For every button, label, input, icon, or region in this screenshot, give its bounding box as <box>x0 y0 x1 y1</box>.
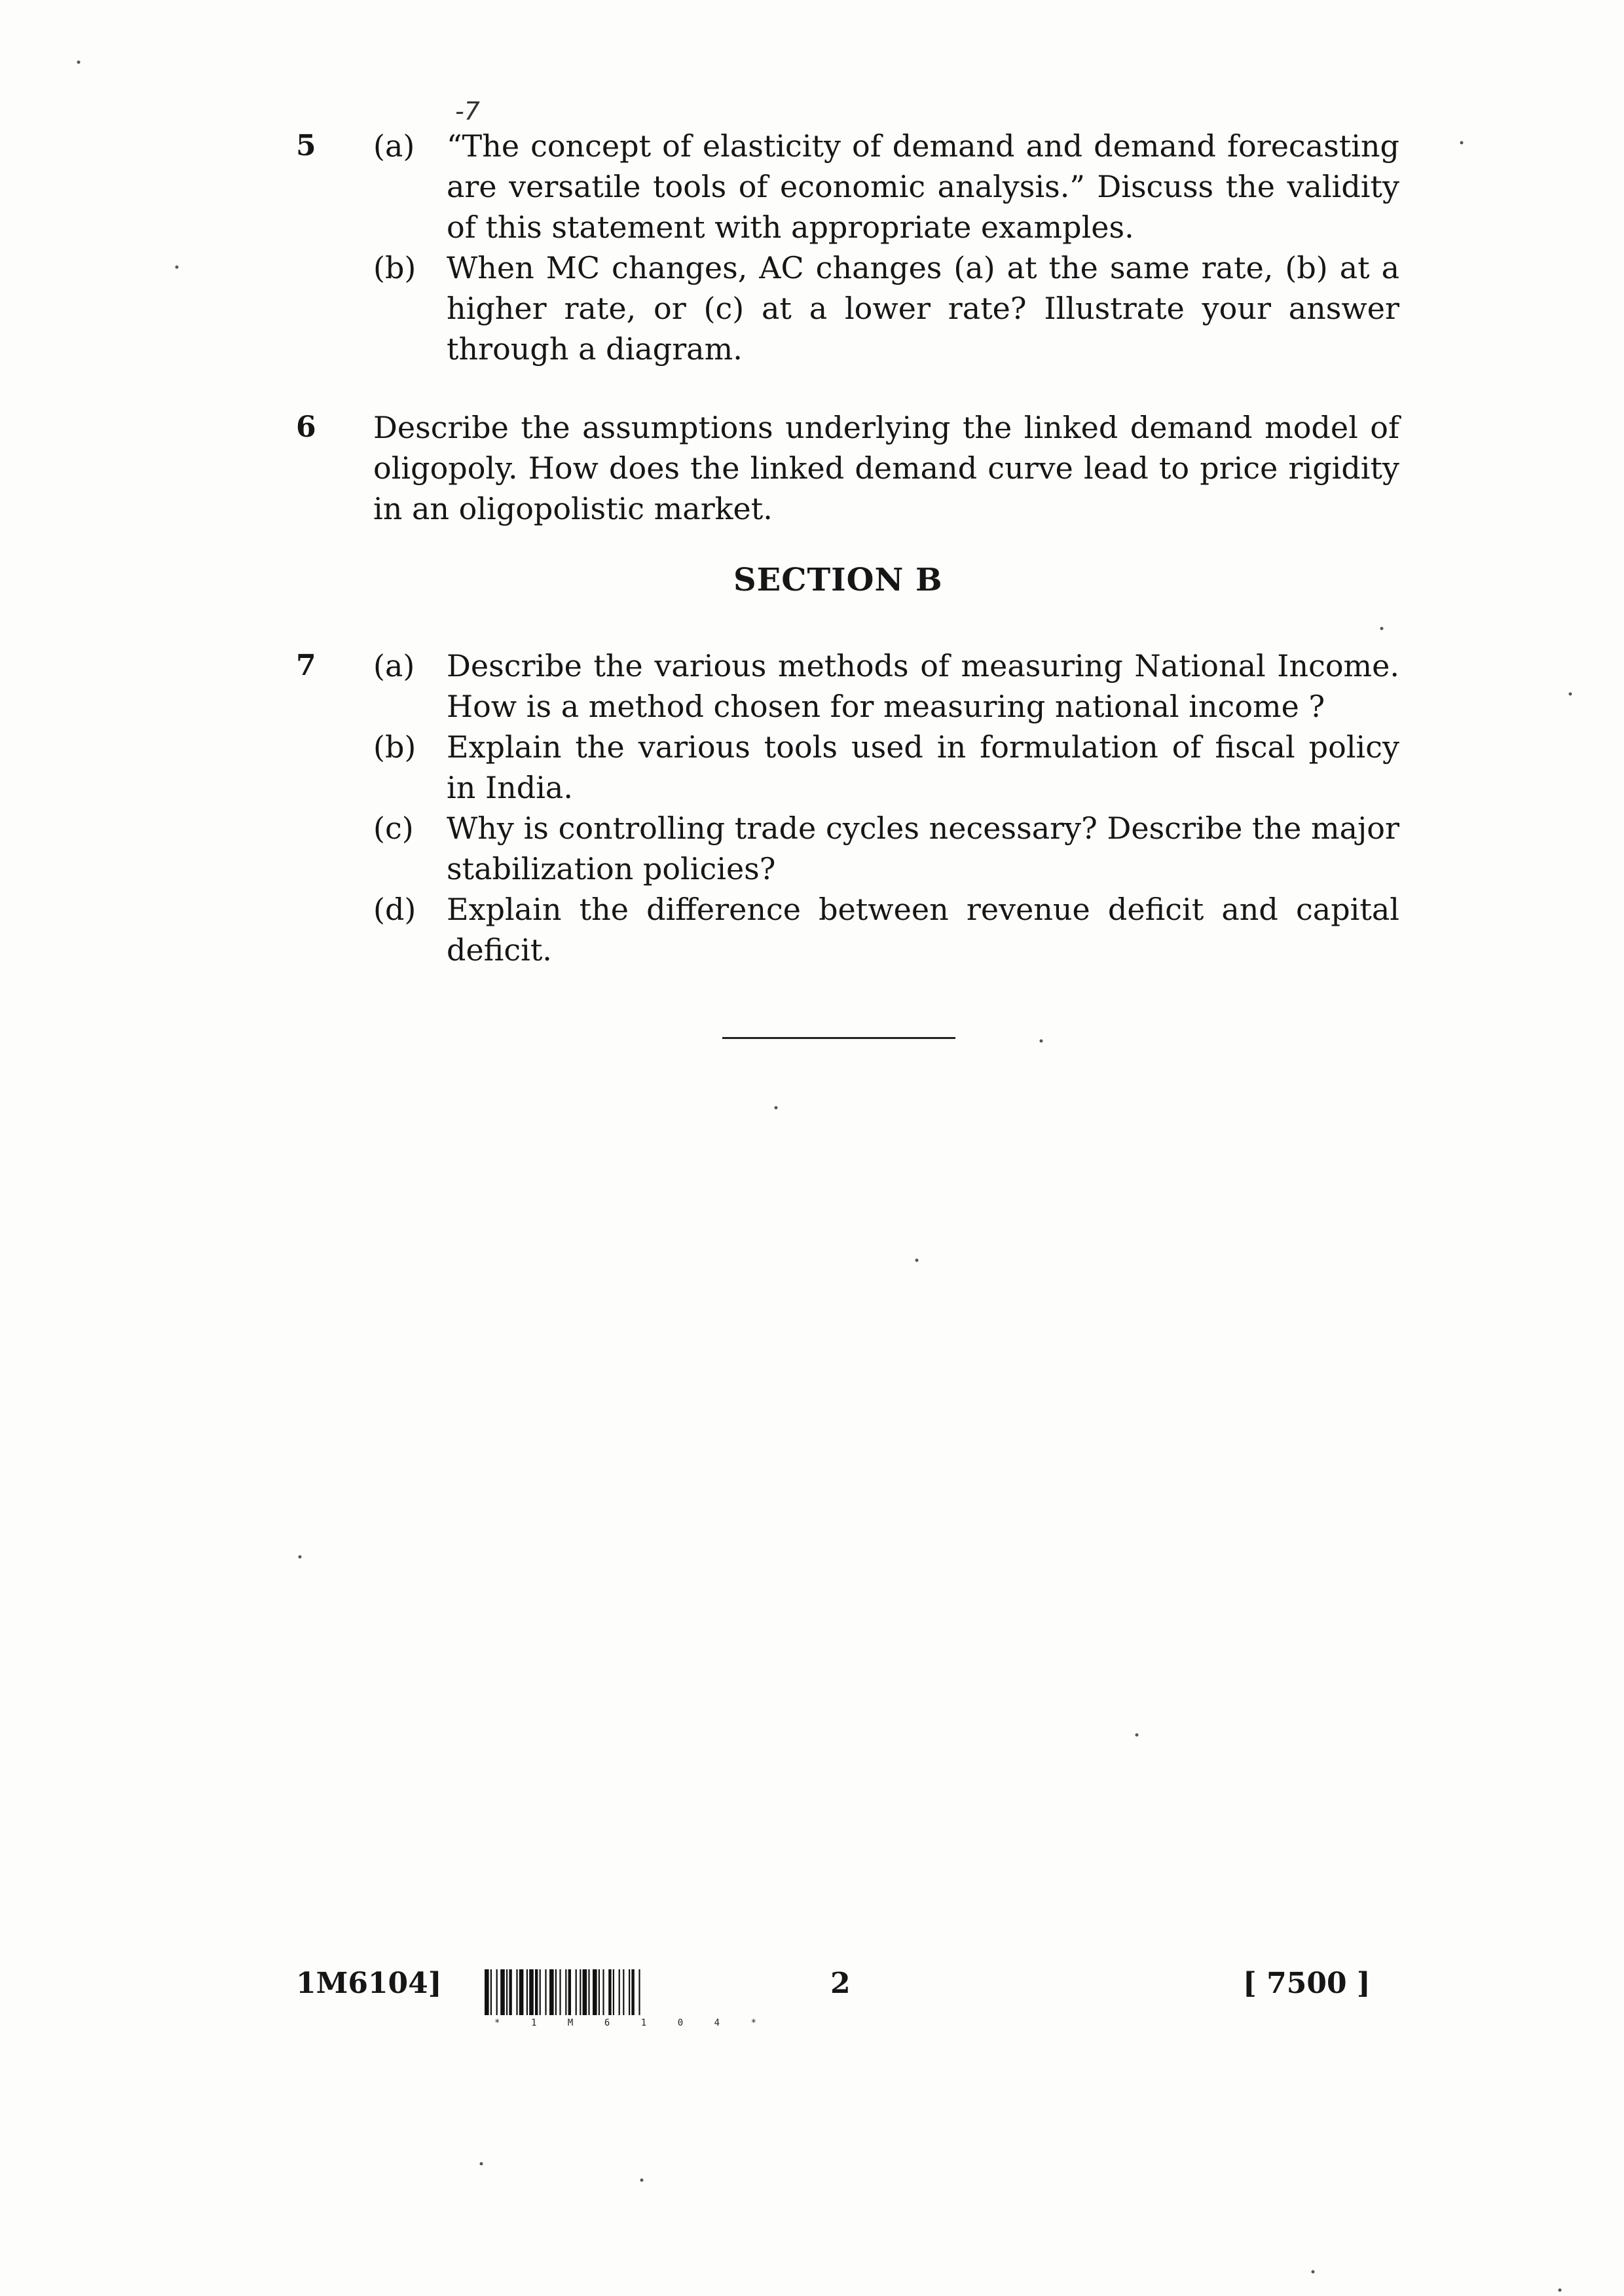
speck <box>915 1259 919 1262</box>
barcode-bar <box>549 1969 554 2015</box>
barcode-bar <box>608 1969 611 2015</box>
question-text: Describe the assumptions underlying the linked demand model of oligopoly. How does the linked demand curve lead to price rigidity in an oligopolistic market. <box>373 410 1399 526</box>
part-text: Describe the various methods of measuring National Income. How is a method chosen for measuring national income ? <box>447 648 1399 724</box>
barcode-bar <box>593 1969 597 2015</box>
part-text: “The concept of elasticity of demand and demand forecasting are versatile tools of economic analysis.” Discuss the validity of this statement with appropriate examples. <box>447 128 1399 245</box>
part-text: Why is controlling trade cycles necessary? Describe the major stabilization policies? <box>447 811 1399 886</box>
barcode-bar <box>629 1969 630 2015</box>
barcode-bar <box>535 1969 538 2015</box>
question-7-part-c <box>296 808 1399 889</box>
question-7-part-a <box>296 646 1399 727</box>
barcode-bar <box>509 1969 511 2015</box>
speck <box>1559 2289 1562 2292</box>
speck <box>77 61 81 64</box>
page-number: 2 <box>830 1967 851 2000</box>
question-number: 6 <box>296 410 316 444</box>
barcode-bar <box>619 1969 620 2015</box>
speck <box>175 266 179 269</box>
barcode-bar <box>565 1969 566 2015</box>
barcode-caption <box>494 2018 756 2028</box>
barcode-bar <box>602 1969 604 2015</box>
barcode-char: 0 <box>677 2018 684 2028</box>
barcode-bar <box>526 1969 528 2015</box>
barcode-char: * <box>750 2018 756 2028</box>
question-number: 7 <box>296 649 316 682</box>
speck <box>1135 1734 1139 1737</box>
paper-code: 1M6104] <box>296 1967 442 2000</box>
part-label: (b) <box>373 729 416 765</box>
part-label: (d) <box>373 892 416 927</box>
question-7-part-d <box>296 889 1399 970</box>
barcode-char: 6 <box>604 2018 610 2028</box>
barcode-bar <box>576 1969 577 2015</box>
speck <box>1312 2270 1315 2274</box>
barcode-bar <box>638 1969 640 2015</box>
barcode-bar <box>529 1969 534 2015</box>
barcode-bar <box>631 1969 634 2015</box>
speck <box>1380 627 1384 630</box>
part-label: (b) <box>373 250 416 285</box>
question-7 <box>296 646 1399 970</box>
barcode-bar <box>555 1969 557 2015</box>
barcode-bar <box>496 1969 498 2015</box>
barcode-bar <box>613 1969 614 2015</box>
barcode-bar <box>500 1969 505 2015</box>
barcode-bar <box>580 1969 581 2015</box>
barcode-bar <box>545 1969 546 2015</box>
part-label: (a) <box>373 128 415 164</box>
barcode-bar <box>485 1969 489 2015</box>
part-text: Explain the difference between revenue deficit and capital deficit. <box>447 892 1399 968</box>
speck <box>480 2162 483 2166</box>
barcode-char: 4 <box>714 2018 720 2028</box>
barcode-bar <box>559 1969 561 2015</box>
speck <box>299 1556 302 1559</box>
barcode-bar <box>599 1969 600 2015</box>
question-5-part-b <box>296 247 1399 369</box>
question-5-part-a <box>296 126 1399 247</box>
part-label: (a) <box>373 648 415 683</box>
question-number: 5 <box>296 129 316 162</box>
barcode-bar <box>568 1969 571 2015</box>
section-heading: SECTION B <box>733 562 943 598</box>
question-5 <box>296 126 1399 369</box>
barcode-bar <box>519 1969 524 2015</box>
handwritten-mark: -7 <box>455 97 480 126</box>
barcode-bar <box>516 1969 517 2015</box>
part-text: Explain the various tools used in formulation of fiscal policy in India. <box>447 729 1399 805</box>
speck <box>1460 141 1464 145</box>
barcode-char: 1 <box>530 2018 537 2028</box>
end-rule <box>722 1037 955 1039</box>
barcode-bar <box>506 1969 507 2015</box>
barcode-bar <box>540 1969 541 2015</box>
barcode-char: * <box>494 2018 500 2028</box>
barcode-char: M <box>567 2018 574 2028</box>
question-7-part-b <box>296 727 1399 808</box>
speck <box>1569 693 1572 696</box>
barcode-bar <box>588 1969 589 2015</box>
speck <box>775 1106 778 1110</box>
part-text: When MC changes, AC changes (a) at the same rate, (b) at a higher rate, or (c) at a lower rate? Illustrate your answer through a diagram. <box>447 250 1399 367</box>
barcode-char: 1 <box>640 2018 647 2028</box>
question-6 <box>296 407 1399 529</box>
barcode-bar <box>490 1969 492 2015</box>
barcode-image <box>485 1969 773 2015</box>
part-label: (c) <box>373 811 414 846</box>
barcode-bar <box>623 1969 624 2015</box>
copies-count: [ 7500 ] <box>1243 1967 1371 2000</box>
speck <box>640 2179 644 2182</box>
barcode-bar <box>583 1969 587 2015</box>
speck <box>1040 1040 1043 1043</box>
